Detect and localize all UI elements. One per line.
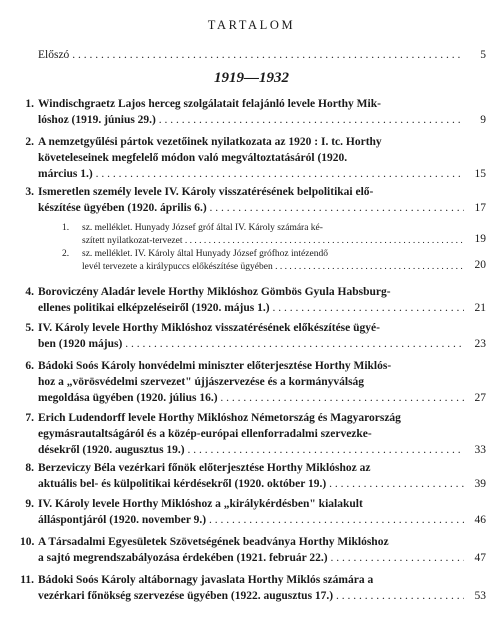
- toc-entry[interactable]: [20, 134, 486, 182]
- toc-subentry[interactable]: [62, 248, 486, 274]
- entry-title-line: Ismeretlen személy levele IV. Károly visszatérésének belpolitikai elő-: [38, 186, 374, 198]
- entry-title: [38, 460, 464, 492]
- page-number: 20: [474, 259, 486, 271]
- page-number: 5: [480, 49, 486, 61]
- entry-title-line: Boroviczény Aladár levele Horthy Miklóshoz Gömbös Gyula Habsburg-: [38, 286, 391, 298]
- entry-title-line: a sajtó megrendszabályozása érdekében (1921. február 22.) . . .: [38, 550, 464, 566]
- subentry-number: 2.: [62, 249, 70, 259]
- entry-title: [38, 184, 464, 216]
- entry-title-line: Berzeviczy Béla vezérkari főnök előterjesztése Horthy Miklóshoz az: [38, 462, 371, 474]
- entry-title-line: IV. Károly levele Horthy Miklóshoz a „királykérdésben" kialakult: [38, 498, 363, 510]
- entry-title: [38, 96, 464, 128]
- entry-title: [38, 534, 464, 566]
- entry-title-line: Bádoki Soós Károly altábornagy javaslata Horthy Miklós számára a: [38, 574, 374, 586]
- entry-number: 4.: [25, 286, 34, 298]
- entry-title-line: követeleseinek megfelelő módon való megváltoztatásáról (1920.: [38, 152, 348, 164]
- entry-title-line: Windischgraetz Lajos herceg szolgálatait felajánló levele Horthy Mik-: [38, 98, 381, 110]
- toc-entry[interactable]: [20, 358, 486, 406]
- entry-number: 11.: [20, 574, 34, 586]
- entry-title: [38, 284, 464, 316]
- entry-title-line: IV. Károly levele Horthy Miklóshoz visszatérésének előkészítése ügyé-: [38, 322, 380, 334]
- period-heading: 1919—1932: [214, 70, 289, 86]
- page-title: TARTALOM: [207, 18, 296, 32]
- entry-title-line: március 1.) . . .: [38, 166, 464, 182]
- subentry-title-line: levél tervezete a királypuccs előkészítése ügyében . . .: [82, 261, 464, 274]
- entry-number: 2.: [25, 136, 34, 148]
- subentry-title: [82, 222, 464, 248]
- entry-title-line: megoldása ügyében (1920. július 16.) . . .: [38, 390, 464, 406]
- entry-title: [38, 134, 464, 182]
- page-number: 19: [474, 233, 486, 245]
- entry-title-line: álláspontjáról (1920. november 9.) . . .: [38, 512, 464, 528]
- entry-title-line: készítése ügyében (1920. április 6.) . . .: [38, 200, 464, 216]
- entry-title: [38, 410, 464, 458]
- toc-entry[interactable]: [20, 572, 486, 604]
- entry-title: [38, 572, 464, 604]
- subentry-title: [82, 248, 464, 274]
- entry-title-line: vezérkari főnökség szervezése ügyében (1922. augusztus 17.) . . .: [38, 588, 464, 604]
- entry-number: 3.: [25, 186, 34, 198]
- toc-entry[interactable]: [20, 496, 486, 528]
- entry-title-line: egymásrautaltságáról és a közép-európai ellenforradalmi szervezke-: [38, 428, 372, 440]
- entry-title-line: ellenes politikai elképzeléseiről (1920. május 1.) . . .: [38, 300, 464, 316]
- entry-title: [38, 496, 464, 528]
- entry-title-line: ben (1920 május) . . .: [38, 336, 464, 352]
- page-number: 39: [474, 478, 486, 490]
- entry-title-line: Bádoki Soós Károly honvédelmi miniszter előterjesztése Horthy Miklós-: [38, 360, 392, 372]
- entry-title: [38, 358, 464, 406]
- page-number: 33: [474, 444, 486, 456]
- entry-title: Előszó . . .: [38, 47, 463, 63]
- entry-title-line: A Társadalmi Egyesületek Szövetségének beadványa Horthy Miklóshoz: [38, 536, 389, 548]
- entry-title-line: désekről (1920. augusztus 19.) . . .: [38, 442, 464, 458]
- entry-number: 7.: [25, 412, 34, 424]
- page-number: 46: [474, 514, 486, 526]
- toc-entry[interactable]: [20, 184, 486, 216]
- entry-title-line: hoz a „vörösvédelmi szervezet" újjászervezése és a kormányválság: [38, 376, 365, 388]
- entry-title-line: A nemzetgyűlési pártok vezetőinek nyilatkozata az 1920 : I. tc. Horthy: [38, 136, 382, 148]
- subentry-title-line: sz. melléklet. IV. Károly által Hunyady József grófhoz intézendő: [82, 249, 328, 259]
- entry-number: 6.: [25, 360, 34, 372]
- toc-entry[interactable]: [20, 410, 486, 458]
- toc-entry[interactable]: [20, 460, 486, 492]
- toc-entry[interactable]: [20, 284, 486, 316]
- toc-subentry[interactable]: [62, 222, 486, 248]
- toc-entry[interactable]: [20, 96, 486, 128]
- toc-entry-foreword[interactable]: [38, 47, 486, 63]
- page-number: 21: [474, 302, 486, 314]
- entry-number: 10.: [20, 536, 35, 548]
- page-number: 15: [474, 168, 486, 180]
- entry-number: 1.: [25, 98, 34, 110]
- entry-title: [38, 320, 464, 352]
- page-number: 9: [480, 114, 486, 126]
- toc-entry[interactable]: [20, 320, 486, 352]
- page-number: 23: [474, 338, 486, 350]
- entry-title-line: aktuális bel- és külpolitikai kérdésekről (1920. október 19.) . . .: [38, 476, 464, 492]
- entry-title-line: Erich Ludendorff levele Horthy Miklóshoz Németország és Magyarország: [38, 412, 401, 424]
- entry-number: 8.: [25, 462, 34, 474]
- page-number: 47: [474, 552, 486, 564]
- entry-title-line: lóshoz (1919. június 29.) . . .: [38, 112, 464, 128]
- subentry-number: 1.: [62, 223, 70, 233]
- page-number: 53: [474, 590, 486, 602]
- entry-number: 9.: [25, 498, 34, 510]
- entry-number: 5.: [25, 322, 34, 334]
- page-number: 27: [474, 392, 486, 404]
- page-number: 17: [474, 202, 486, 214]
- subentry-title-line: szített nyilatkozat-tervezet . . .: [82, 235, 464, 248]
- subentry-title-line: sz. melléklet. Hunyady József gróf által IV. Károly számára ké-: [82, 223, 323, 233]
- toc-entry[interactable]: [20, 534, 486, 566]
